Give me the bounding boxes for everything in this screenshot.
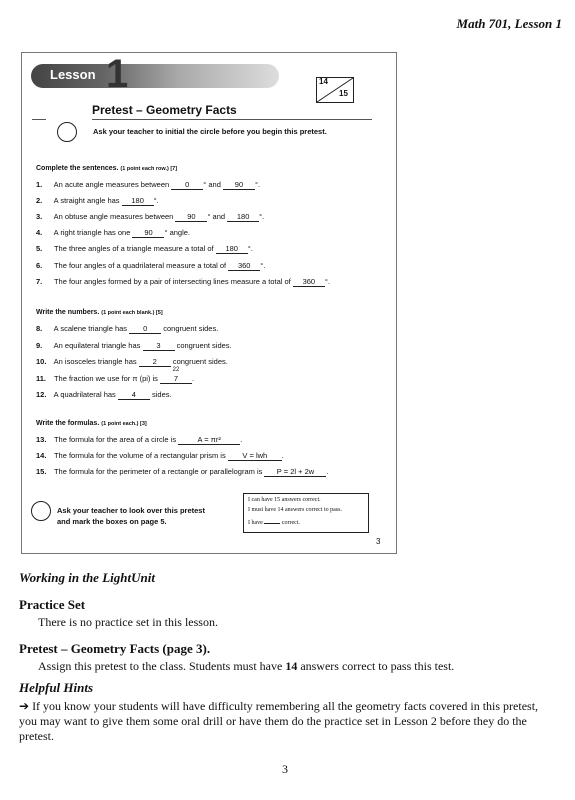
question-text: congruent sides. (172, 357, 228, 366)
final-instruction-line-1: Ask your teacher to look over this pretest (57, 506, 205, 515)
question-6 (36, 261, 265, 271)
question-text: °. (259, 212, 265, 221)
question-text: . (281, 451, 284, 460)
worksheet-page-number: 3 (376, 537, 381, 546)
question-text: An obtuse angle measures between (53, 212, 174, 221)
question-number: 10. (36, 357, 47, 366)
question-2 (36, 196, 159, 206)
pretest-pass-count: 14 (285, 659, 298, 673)
arrow-right-icon: ➔ (19, 699, 30, 713)
lesson-number: 1 (106, 52, 129, 96)
answer-blank: 90 (223, 180, 255, 190)
score-blank (264, 517, 280, 524)
question-number: 7. (36, 277, 43, 286)
pretest-text (38, 659, 454, 674)
question-text: A straight angle has (53, 196, 120, 205)
question-text: sides. (151, 390, 172, 399)
question-number: 2. (36, 196, 43, 205)
pretest-text-part: answers correct to pass this test. (300, 659, 455, 673)
lesson-label: Lesson (50, 67, 96, 82)
pass-line-text: I have (248, 520, 263, 526)
question-13 (36, 435, 242, 445)
question-number: 3. (36, 212, 43, 221)
final-instruction-line-2: and mark the boxes on page 5. (57, 517, 167, 526)
title-rule (92, 119, 372, 120)
pretest-instruction: Ask your teacher to initial the circle before you begin this pretest. (93, 127, 327, 136)
answer-blank: 4 (118, 390, 150, 400)
answer-blank (160, 367, 195, 384)
answer-blank: A = πr² (178, 435, 240, 445)
page-header: Math 701, Lesson 1 (456, 16, 562, 31)
answer-blank: 180 (227, 212, 259, 222)
question-5 (36, 244, 253, 254)
hints-line-3: pretest. (19, 729, 54, 743)
answer-blank: 360 (228, 261, 260, 271)
question-10 (36, 357, 228, 367)
question-text: congruent sides. (163, 324, 219, 333)
question-text: °. (153, 196, 159, 205)
answer-blank: 360 (293, 277, 325, 287)
question-text: The formula for the area of a circle is (53, 435, 177, 444)
teacher-initial-circle (57, 122, 77, 142)
question-text: . (192, 374, 195, 383)
question-number: 4. (36, 228, 43, 237)
answer-blank: V = lwh (228, 451, 282, 461)
answer-blank: 2 (139, 357, 171, 367)
question-12 (36, 390, 172, 400)
answer-blank: 3 (143, 341, 175, 351)
question-text: The four angles formed by a pair of intersecting lines measure a total of (53, 277, 291, 286)
hints-line-2: you may want to give them some oral drill or have them do the practice set in Lesson 2 before they do the (19, 714, 527, 728)
question-8 (36, 324, 218, 334)
page-number: 3 (282, 762, 288, 776)
answer-blank: P = 2l + 2w (264, 467, 326, 477)
section-heading-numbers (36, 309, 163, 316)
question-number: 9. (36, 341, 43, 350)
score-bottom: 15 (339, 89, 348, 98)
question-text: An equilateral triangle has (53, 341, 141, 350)
answer-blank: 180 (216, 244, 248, 254)
practice-heading: Practice Set (19, 597, 86, 612)
score-top: 14 (319, 77, 328, 86)
question-text: The four angles of a quadrilateral measure a total of (53, 261, 227, 270)
question-number: 13. (36, 435, 47, 444)
question-15 (36, 467, 329, 477)
question-11 (36, 367, 195, 384)
question-text: °. (260, 261, 266, 270)
left-rule (32, 119, 46, 120)
practice-text: There is no practice set in this lesson. (38, 615, 218, 629)
question-text: A quadrilateral has (53, 390, 116, 399)
pass-line-text: correct. (281, 520, 300, 526)
question-4 (36, 228, 190, 238)
pretest-heading: Pretest – Geometry Facts (page 3). (19, 641, 211, 656)
working-heading: Working in the LightUnit (19, 570, 155, 585)
answer-blank: 0 (171, 180, 203, 190)
question-text: ° angle. (164, 228, 191, 237)
fraction-numerator: 22 (172, 367, 180, 373)
question-number: 5. (36, 244, 43, 253)
section-points: (1 point each row.) [7] (120, 166, 178, 172)
pass-line-1: I can have 15 answers correct. (248, 497, 321, 503)
answer-blank: 180 (122, 196, 154, 206)
question-text: The three angles of a triangle measure a total of (53, 244, 214, 253)
question-number: 1. (36, 180, 43, 189)
question-3 (36, 212, 264, 222)
question-text: An acute angle measures between (53, 180, 170, 189)
teacher-review-circle (31, 501, 51, 521)
pass-line-3 (248, 517, 300, 526)
question-text: °. (324, 277, 330, 286)
question-1 (36, 180, 260, 190)
question-text: An isosceles triangle has (53, 357, 137, 366)
hints-line-1 (19, 699, 559, 714)
section-points: (1 point each blank.) [5] (101, 310, 163, 316)
question-text: A right triangle has one (53, 228, 131, 237)
question-text: ° and (207, 212, 226, 221)
answer-blank: 90 (175, 212, 207, 222)
question-number: 12. (36, 390, 47, 399)
question-14 (36, 451, 284, 461)
fraction-denominator: 7 (173, 374, 179, 383)
question-text: °. (247, 244, 253, 253)
question-7 (36, 277, 330, 287)
section-heading-text: Complete the sentences. (36, 165, 119, 172)
question-text: The formula for the perimeter of a rectangle or parallelogram is (53, 467, 263, 476)
hints-heading: Helpful Hints (19, 680, 94, 695)
question-text: The formula for the volume of a rectangular prism is (53, 451, 226, 460)
worksheet-title: Pretest – Geometry Facts (92, 103, 237, 117)
question-text: . (240, 435, 243, 444)
question-text: ° and (203, 180, 221, 189)
question-text: The fraction we use for π (pi) is (53, 374, 158, 383)
question-text: A scalene triangle has (53, 324, 128, 333)
answer-blank: 0 (129, 324, 161, 334)
section-heading-formulas (36, 420, 147, 427)
pass-line-2: I must have 14 answers correct to pass. (248, 507, 342, 513)
question-number: 6. (36, 261, 43, 270)
hints-paragraph (19, 699, 559, 744)
section-heading-text: Write the numbers. (36, 309, 100, 316)
hints-text: If you know your students will have difficulty remembering all the geometry facts covered in this pretest, (32, 699, 539, 713)
question-number: 14. (36, 451, 47, 460)
question-number: 8. (36, 324, 43, 333)
question-9 (36, 341, 232, 351)
question-number: 11. (36, 374, 47, 383)
pretest-text-part: Assign this pretest to the class. Students must have (38, 659, 283, 673)
question-text: °. (254, 180, 261, 189)
answer-blank: 90 (132, 228, 164, 238)
question-text: . (326, 467, 329, 476)
section-points: (1 point each.) [3] (101, 421, 147, 427)
question-number: 15. (36, 467, 47, 476)
section-heading-text: Write the formulas. (36, 420, 100, 427)
question-text: congruent sides. (176, 341, 232, 350)
section-heading-complete (36, 165, 177, 172)
